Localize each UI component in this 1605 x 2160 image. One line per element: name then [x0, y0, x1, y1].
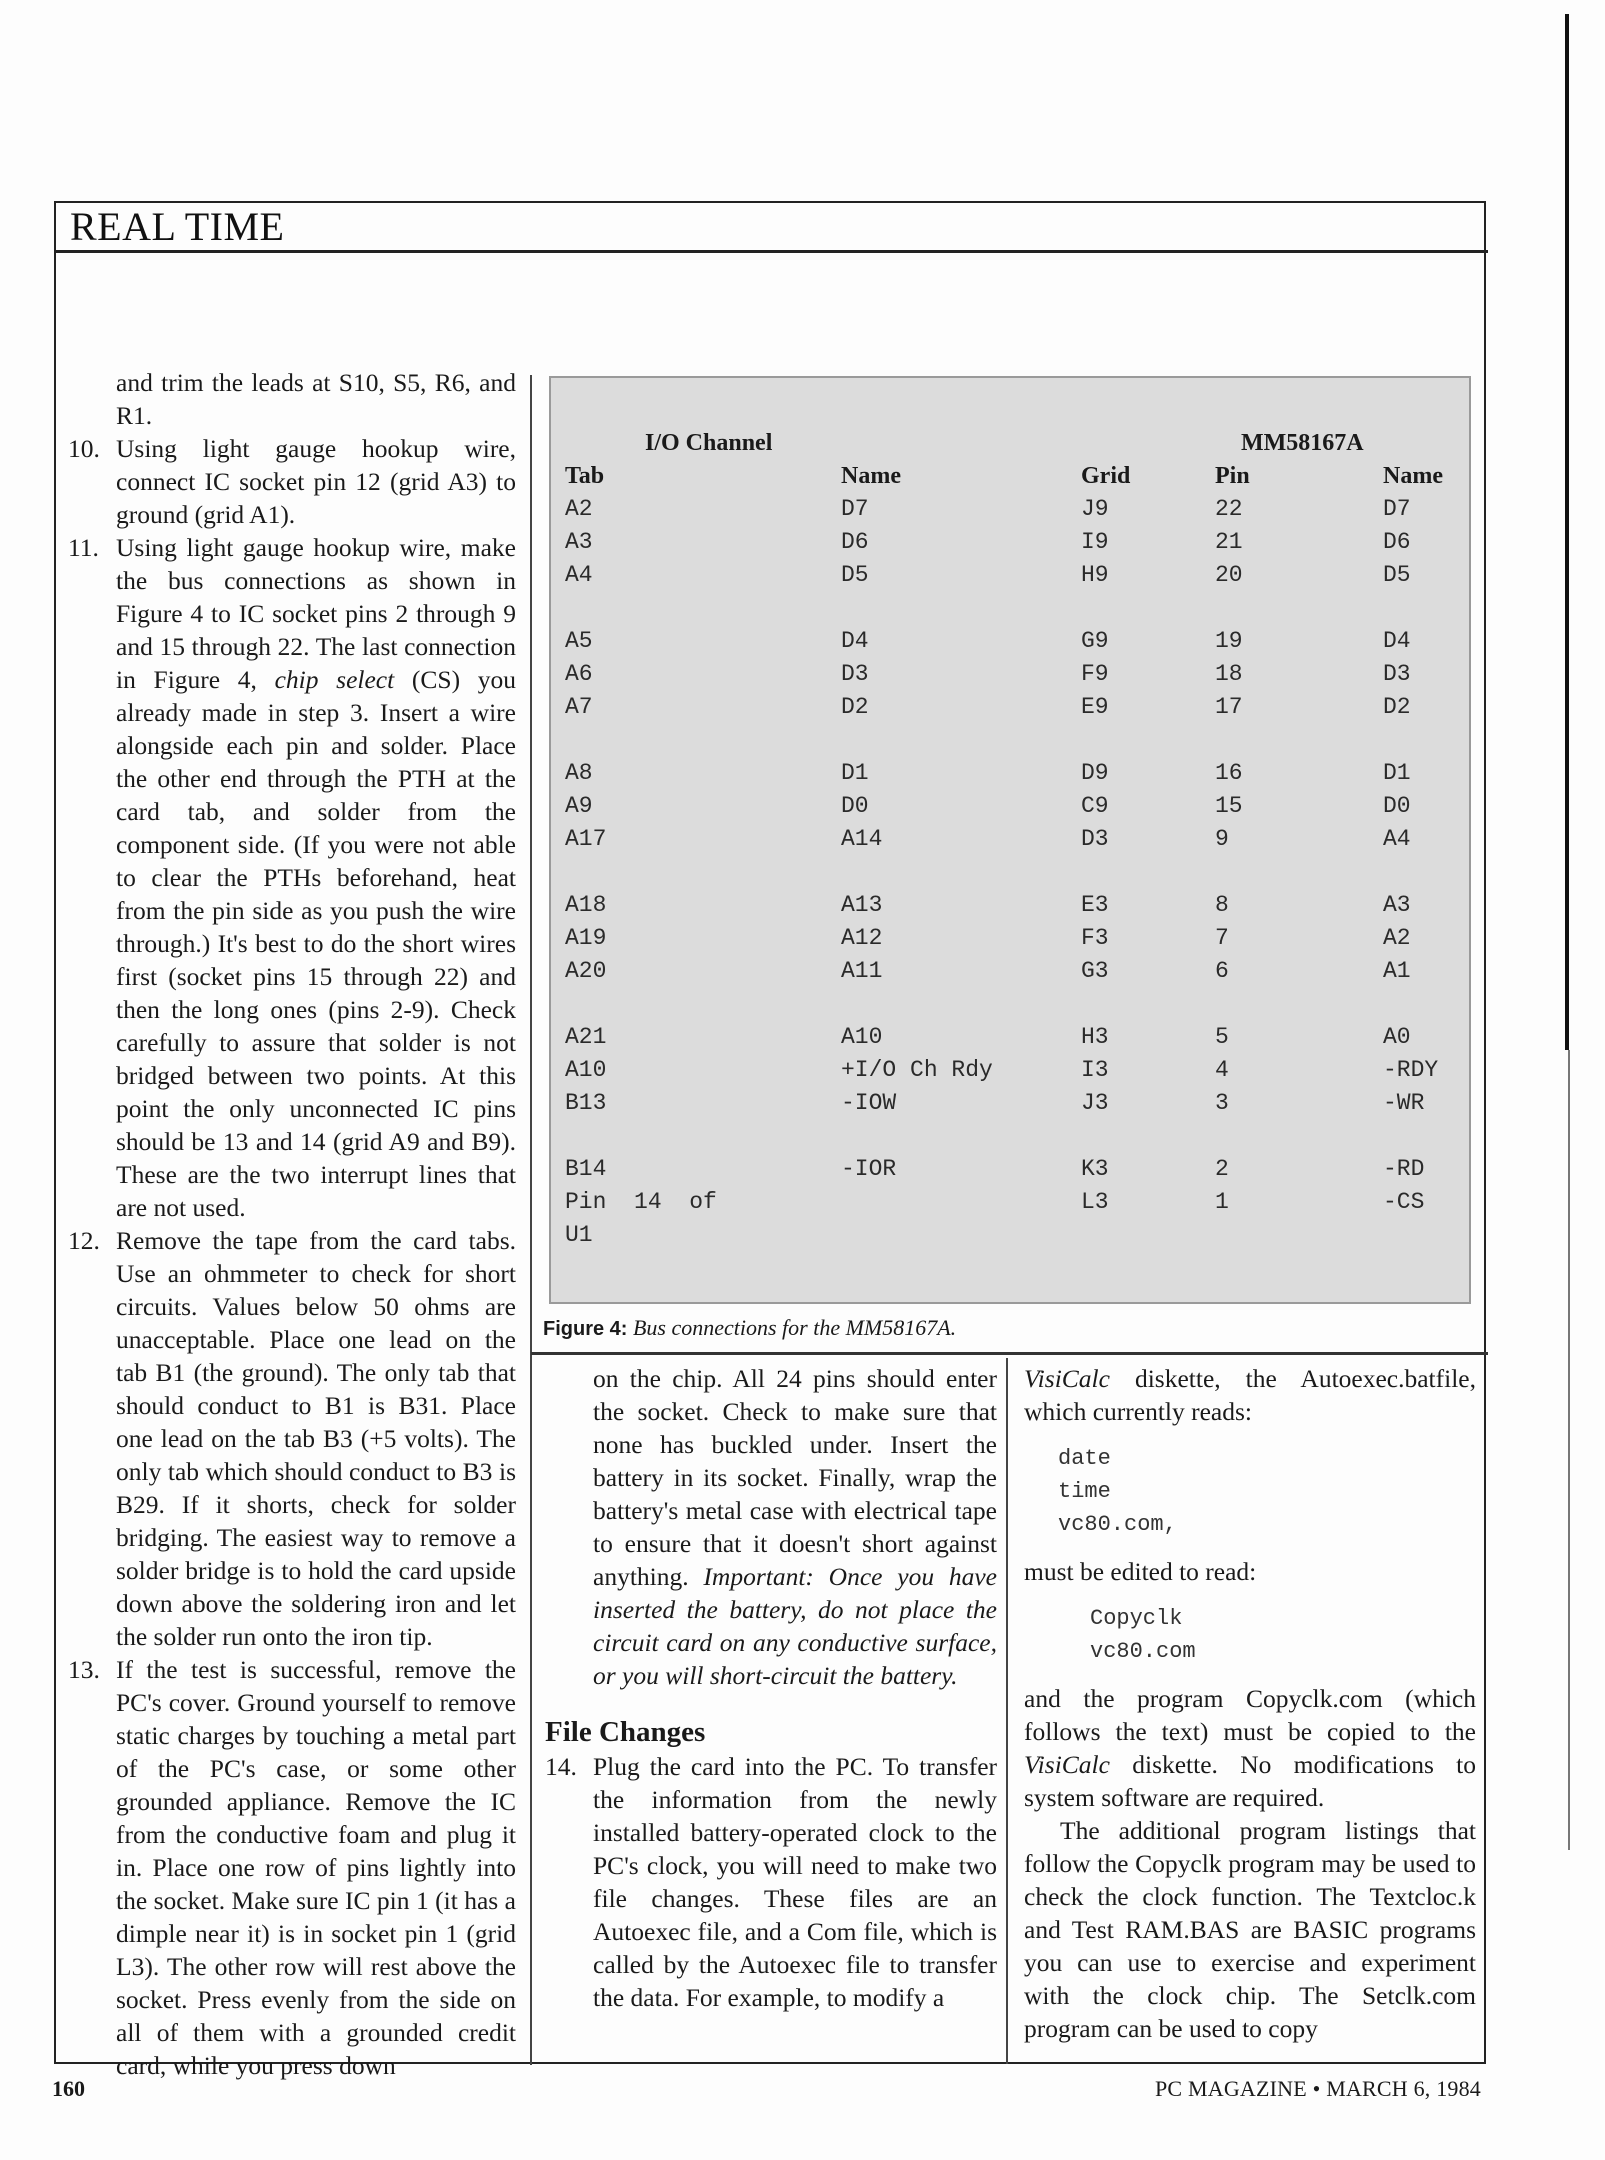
group-header-io-channel: I/O Channel [645, 430, 773, 456]
caption-label: Figure 4: [543, 1318, 628, 1340]
column-divider-middle [1006, 1358, 1008, 2064]
table-cell: E9 [1081, 694, 1109, 720]
table-cell: 2 [1215, 1156, 1229, 1182]
table-cell: 21 [1215, 529, 1243, 555]
table-cell: D4 [841, 628, 869, 654]
code-line: vc80.com [1090, 1639, 1196, 1664]
margin-rule [1565, 14, 1569, 1050]
continuation-text: on the chip. All 24 pins should enter the socket. Check to make sure that none has buckled under. Insert the battery in its socket. Finally, wrap the battery's metal case with electrical tape to ensure that it doesn't short against anything. [593, 1364, 997, 1591]
table-cell: F3 [1081, 925, 1109, 951]
table-cell: D3 [841, 661, 869, 687]
table-cell: -CS [1383, 1189, 1425, 1215]
product-name: VisiCalc [1024, 1364, 1110, 1393]
table-cell: D1 [841, 760, 869, 786]
table-cell: D1 [1383, 760, 1411, 786]
important-note: Important: Once you have inserted the battery, do not place the circuit card on any conductive surface, or you will short-circuit the battery. [593, 1562, 997, 1690]
table-cell: -RDY [1383, 1057, 1439, 1083]
right-column [1024, 1362, 1476, 2045]
table-cell: G3 [1081, 958, 1109, 984]
column-header-grid: Grid [1081, 463, 1131, 489]
table-cell: D6 [841, 529, 869, 555]
table-cell: -WR [1383, 1090, 1425, 1116]
header-divider [54, 250, 1488, 253]
step-text: Using light gauge hookup wire, make the bus connections as shown in Figure 4 to IC socket pins 2 through 9 and 15 through 22. The last connection in Figure 4, [116, 533, 516, 694]
table-cell: +I/O Ch Rdy [841, 1057, 993, 1083]
step-number: 10. [68, 434, 100, 463]
table-cell: A3 [565, 529, 593, 555]
table-cell: A2 [565, 496, 593, 522]
step-10 [68, 432, 516, 531]
table-cell: A1 [1383, 958, 1411, 984]
intro-text: and trim the leads at S10, S5, R6, and R1. [116, 368, 516, 430]
table-cell: 4 [1215, 1057, 1229, 1083]
step-text: (CS) you already made in step 3. Insert a wire alongside each pin and solder. Place the other end through the PTH at the card tab, and solder from the component side. (If you were not able to clear the PTHs beforehand, heat from the pin side as you push the wire through.) It's best to do the short wires first (socket pins 15 through 22) and then the long ones (pins 2-9). Check carefully to assure that solder is not bridged between two points. At this point the only unconnected IC pins should be 13 and 14 (grid A9 and B9). These are the two interrupt lines that are not used. [116, 665, 516, 1222]
step-number: 13. [68, 1655, 100, 1684]
table-cell: A19 [565, 925, 607, 951]
step-text: If the test is successful, remove the PC's cover. Ground yourself to remove static charges by touching a metal part of the PC's case, or some other grounded appliance. Remove the IC from the conductive foam and plug it in. Place one row of pins lightly into the socket. Make sure IC pin 1 (it has a dimple near it) is in socket pin 1 (grid L3). The other row will rest above the socket. Press evenly from the side on all of them with a grounded credit card, while you press down [116, 1655, 516, 2080]
table-cell: 20 [1215, 562, 1243, 588]
step-11 [68, 531, 516, 1224]
table-cell: J9 [1081, 496, 1109, 522]
table-cell: A7 [565, 694, 593, 720]
table-cell: B13 [565, 1090, 607, 1116]
table-cell: 3 [1215, 1090, 1229, 1116]
middle-column [545, 1362, 997, 2014]
table-cell: 7 [1215, 925, 1229, 951]
paragraph [1024, 1682, 1476, 1814]
table-cell: A6 [565, 661, 593, 687]
step-text: Remove the tape from the card tabs. Use an ohmmeter to check for short circuits. Values below 50 ohms are unacceptable. Place one lead on the tab B1 (the ground). The only tab that should conduct to B1 is B31. Place one lead on the tab B3 (+5 volts). The only tab which should conduct to B3 is B29. If it shorts, check for solder bridging. The easiest way to remove a solder bridge is to hold the card upside down above the soldering iron and let the solder run onto the iron tip. [116, 1226, 516, 1651]
table-cell: 8 [1215, 892, 1229, 918]
table-cell: I9 [1081, 529, 1109, 555]
table-cell: 17 [1215, 694, 1243, 720]
code-line: vc80.com, [1058, 1512, 1177, 1537]
table-cell: 15 [1215, 793, 1243, 819]
step-13-continuation [545, 1362, 997, 1692]
paragraph: The additional program listings that follow the Copyclk program may be used to check the clock function. The Textcloc.k and Test RAM.BAS are BASIC programs you can use to exercise and experiment with the clock chip. The Setclk.com program can be used to copy [1024, 1816, 1476, 2043]
left-column [68, 366, 516, 2082]
caption-text: Bus connections for the MM58167A. [632, 1315, 957, 1340]
table-cell: A5 [565, 628, 593, 654]
table-cell: A8 [565, 760, 593, 786]
table-cell: A0 [1383, 1024, 1411, 1050]
table-cell: A17 [565, 826, 607, 852]
table-cell: 18 [1215, 661, 1243, 687]
publication-footer: PC MAGAZINE • MARCH 6, 1984 [1154, 2076, 1481, 2101]
step-12 [68, 1224, 516, 1653]
step-text-italic: chip select [274, 665, 395, 694]
table-cell: H3 [1081, 1024, 1109, 1050]
table-cell: A11 [841, 958, 883, 984]
table-cell: -IOR [841, 1156, 897, 1182]
code-line: date [1058, 1446, 1111, 1471]
column-header-tab: Tab [565, 463, 605, 489]
table-cell: -IOW [841, 1090, 897, 1116]
table-cell: 1 [1215, 1189, 1229, 1215]
table-cell: U1 [565, 1222, 593, 1248]
section-heading: File Changes [545, 1716, 706, 1748]
column-header-name: Name [841, 463, 901, 489]
table-cell: A4 [1383, 826, 1411, 852]
table-cell: I3 [1081, 1057, 1109, 1083]
table-cell: A2 [1383, 925, 1411, 951]
table-cell: D0 [841, 793, 869, 819]
table-cell: D7 [841, 496, 869, 522]
table-cell: 6 [1215, 958, 1229, 984]
table-cell: D3 [1081, 826, 1109, 852]
table-cell: A13 [841, 892, 883, 918]
table-cell: A10 [841, 1024, 883, 1050]
table-cell: C9 [1081, 793, 1109, 819]
page-number: 160 [52, 2076, 85, 2101]
table-cell: D4 [1383, 628, 1411, 654]
table-cell: A12 [841, 925, 883, 951]
step-number: 14. [545, 1752, 577, 1781]
margin-rule-faint [1568, 1050, 1570, 1850]
table-cell: 9 [1215, 826, 1229, 852]
figure-4-table [549, 376, 1471, 1304]
paragraph-text: and the program Copyclk.com (which follows the text) must be copied to the [1024, 1684, 1476, 1746]
table-cell: D6 [1383, 529, 1411, 555]
paragraph-text: diskette. No modifications to system software are required. [1024, 1750, 1476, 1812]
product-name: VisiCalc [1024, 1750, 1110, 1779]
table-cell: F9 [1081, 661, 1109, 687]
table-cell: A4 [565, 562, 593, 588]
table-cell: D5 [841, 562, 869, 588]
code-block-edited [1024, 1602, 1476, 1668]
step-text: Using light gauge hookup wire, connect IC socket pin 12 (grid A3) to ground (grid A1). [116, 434, 516, 529]
column-header-pin: Pin [1215, 463, 1250, 489]
table-cell: E3 [1081, 892, 1109, 918]
step-number: 11. [68, 533, 99, 562]
code-block-current [1024, 1442, 1476, 1541]
table-cell: K3 [1081, 1156, 1109, 1182]
table-cell: L3 [1081, 1189, 1109, 1215]
table-cell: A18 [565, 892, 607, 918]
figure-caption [543, 1313, 956, 1344]
table-cell: A14 [841, 826, 883, 852]
caption-divider [531, 1352, 1488, 1355]
code-line: Copyclk [1090, 1606, 1183, 1631]
table-cell: D9 [1081, 760, 1109, 786]
table-cell: -RD [1383, 1156, 1425, 1182]
paragraph-text: diskette, the Autoexec.batfile, which currently reads: [1024, 1364, 1476, 1426]
table-cell: D5 [1383, 562, 1411, 588]
table-cell: G9 [1081, 628, 1109, 654]
step-14 [545, 1750, 997, 2014]
table-cell: D0 [1383, 793, 1411, 819]
table-cell: B14 [565, 1156, 607, 1182]
table-cell: 19 [1215, 628, 1243, 654]
table-cell: A10 [565, 1057, 607, 1083]
code-line: time [1058, 1479, 1111, 1504]
table-cell: H9 [1081, 562, 1109, 588]
table-cell: 16 [1215, 760, 1243, 786]
section-title: REAL TIME [70, 204, 285, 249]
step-number: 12. [68, 1226, 100, 1255]
table-cell: 5 [1215, 1024, 1229, 1050]
table-cell: D7 [1383, 496, 1411, 522]
paragraph [1024, 1362, 1476, 1428]
table-cell: A20 [565, 958, 607, 984]
table-cell: D2 [1383, 694, 1411, 720]
column-header-name-chip: Name [1383, 463, 1443, 489]
table-cell: D2 [841, 694, 869, 720]
column-divider-left [530, 375, 532, 2065]
paragraph: must be edited to read: [1024, 1557, 1257, 1586]
group-header-mm58167a: MM58167A [1241, 430, 1364, 456]
table-cell: A21 [565, 1024, 607, 1050]
table-cell: Pin 14 of [565, 1189, 717, 1215]
step-text: Plug the card into the PC. To transfer the information from the newly installed battery-operated clock to the PC's clock, you will need to make two file changes. These files are an Autoexec file, and a Com file, which is called by the Autoexec file to transfer the data. For example, to modify a [593, 1752, 997, 2012]
table-cell: D3 [1383, 661, 1411, 687]
table-cell: A9 [565, 793, 593, 819]
table-cell: A3 [1383, 892, 1411, 918]
table-cell: 22 [1215, 496, 1243, 522]
step-13 [68, 1653, 516, 2082]
table-cell: J3 [1081, 1090, 1109, 1116]
